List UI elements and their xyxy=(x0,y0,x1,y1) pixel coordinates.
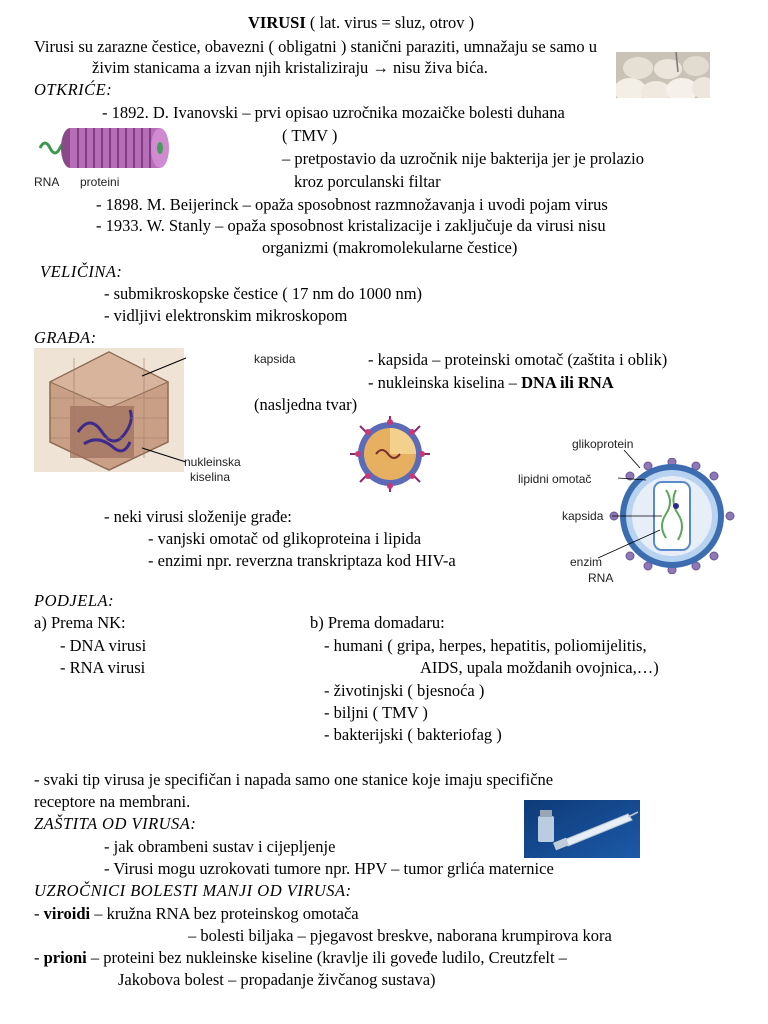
prioni-line-2: Jakobova bolest – propadanje živčanog sustava) xyxy=(118,970,436,989)
receptor-line-2: receptore na membrani. xyxy=(34,792,191,811)
otkrice-line-1892: - 1892. D. Ivanovski – prvi opisao uzročnika mozaičke bolesti duhana xyxy=(102,103,565,122)
grada-nk-line xyxy=(368,372,614,393)
syringe-image xyxy=(524,800,640,858)
tmv-illustration xyxy=(34,120,174,176)
podjela-a-title: a) Prema NK: xyxy=(34,613,126,632)
capsid-kiselina-label: kiselina xyxy=(190,470,231,484)
viroidi-line-2: – bolesti biljaka – pjegavost breskve, naborana krumpirova kora xyxy=(188,926,612,945)
capsid-nukleinska-label: nukleinska xyxy=(184,455,241,469)
podjela-a-dna: - DNA virusi xyxy=(60,636,147,655)
tmv-proteini-label: proteini xyxy=(80,175,120,189)
viroidi-desc: – kružna RNA bez proteinskog omotača xyxy=(90,904,359,923)
velicina-item-2: - vidljivi elektronskim mikroskopom xyxy=(104,306,348,325)
viroidi-term: viroidi xyxy=(43,904,91,923)
hiv-rna-label: RNA xyxy=(588,571,614,585)
eggs-image xyxy=(616,52,710,98)
otkrice-line-1898: - 1898. M. Beijerinck – opaža sposobnost razmnožavanja i uvodi pojam virus xyxy=(96,195,608,214)
zastita-heading: ZAŠTITA OD VIRUSA: xyxy=(34,814,197,833)
grada-kapsida-line: - kapsida – proteinski omotač (zaštita i oblik) xyxy=(368,350,668,369)
prioni-line: - prioni – proteini bez nukleinske kiseline (kravlje ili goveđe ludilo, Creutzfelt – xyxy=(34,948,567,967)
zastita-item-2: - Virusi mogu uzrokovati tumore npr. HPV – tumor grlića maternice xyxy=(104,859,554,878)
podjela-b-title: b) Prema domadaru: xyxy=(310,613,445,632)
intro-line-2: živim stanicama a izvan njih kristaliziraju → nisu živa bića. xyxy=(92,58,488,77)
influenza-illustration xyxy=(346,414,434,494)
grada-complex-heading: - neki virusi složenije građe: xyxy=(104,507,292,526)
grada-nk-text: - nukleinska kiselina – xyxy=(368,373,522,392)
podjela-b-bakterijski: - bakterijski ( bakteriofag ) xyxy=(324,725,502,744)
hiv-enzim-label: enzim xyxy=(570,555,603,569)
grada-nk-bold: DNA ili RNA xyxy=(521,373,614,392)
grada-heading: GRAĐA: xyxy=(34,328,97,347)
grada-complex-omotac: - vanjski omotač od glikoproteina i lipida xyxy=(148,529,422,548)
intro-line-1: Virusi su zarazne čestice, obavezni ( obligatni ) stanični paraziti, umnažaju se samo u xyxy=(34,37,598,56)
tmv-rna-label: RNA xyxy=(34,175,60,189)
hiv-glikoprotein-label: glikoprotein xyxy=(572,437,634,451)
velicina-item-1: - submikroskopske čestice ( 17 nm do 1000 nm) xyxy=(104,284,423,303)
receptor-line-1: - svaki tip virusa je specifičan i napada samo one stanice koje imaju specifične xyxy=(34,770,554,789)
grada-complex-enzimi: - enzimi npr. reverzna transkriptaza kod HIV-a xyxy=(148,551,456,570)
podjela-b-zivotinjski: - životinjski ( bjesnoća ) xyxy=(324,681,485,700)
otkrice-line-prolazio: – pretpostavio da uzročnik nije bakterija jer je prolazio xyxy=(282,149,644,168)
podjela-b-humani: - humani ( gripa, herpes, hepatitis, poliomijelitis, xyxy=(324,636,647,655)
prioni-desc: – proteini bez nukleinske kiseline (kravlje ili goveđe ludilo, Creutzfelt – xyxy=(86,948,567,967)
grada-nasljedna-line: (nasljedna tvar) xyxy=(254,395,358,414)
hiv-kapsida-label: kapsida xyxy=(562,509,604,523)
zastita-item-1: - jak obrambeni sustav i cijepljenje xyxy=(104,837,336,856)
capsid-kapsida-label: kapsida xyxy=(254,352,296,366)
velicina-heading: VELIČINA: xyxy=(40,262,123,281)
otkrice-tmv: ( TMV ) xyxy=(282,126,338,145)
page-title xyxy=(248,12,474,33)
podjela-b-humani-2: AIDS, upala moždanih ovojnica,…) xyxy=(420,658,659,677)
podjela-heading: PODJELA: xyxy=(34,591,115,610)
title-rest: ( lat. virus = sluz, otrov ) xyxy=(305,13,475,32)
viroidi-line: - viroidi – kružna RNA bez proteinskog omotača xyxy=(34,904,359,923)
capsid-pointer-lines xyxy=(140,352,190,472)
otkrice-line-organizmi: organizmi (makromolekularne čestice) xyxy=(262,238,518,257)
hiv-lipidni-label: lipidni omotač xyxy=(518,472,592,486)
otkrice-heading: OTKRIĆE: xyxy=(34,80,113,99)
uzrocnici-heading: UZROČNICI BOLESTI MANJI OD VIRUSA: xyxy=(34,881,352,900)
prioni-term: prioni xyxy=(43,948,87,967)
otkrice-line-filtar: kroz porculanski filtar xyxy=(294,172,441,191)
otkrice-line-1933: - 1933. W. Stanly – opaža sposobnost kristalizacije i zaključuje da virusi nisu xyxy=(96,216,606,235)
podjela-a-rna: - RNA virusi xyxy=(60,658,146,677)
title-main: VIRUSI xyxy=(248,13,306,32)
podjela-b-biljni: - biljni ( TMV ) xyxy=(324,703,428,722)
